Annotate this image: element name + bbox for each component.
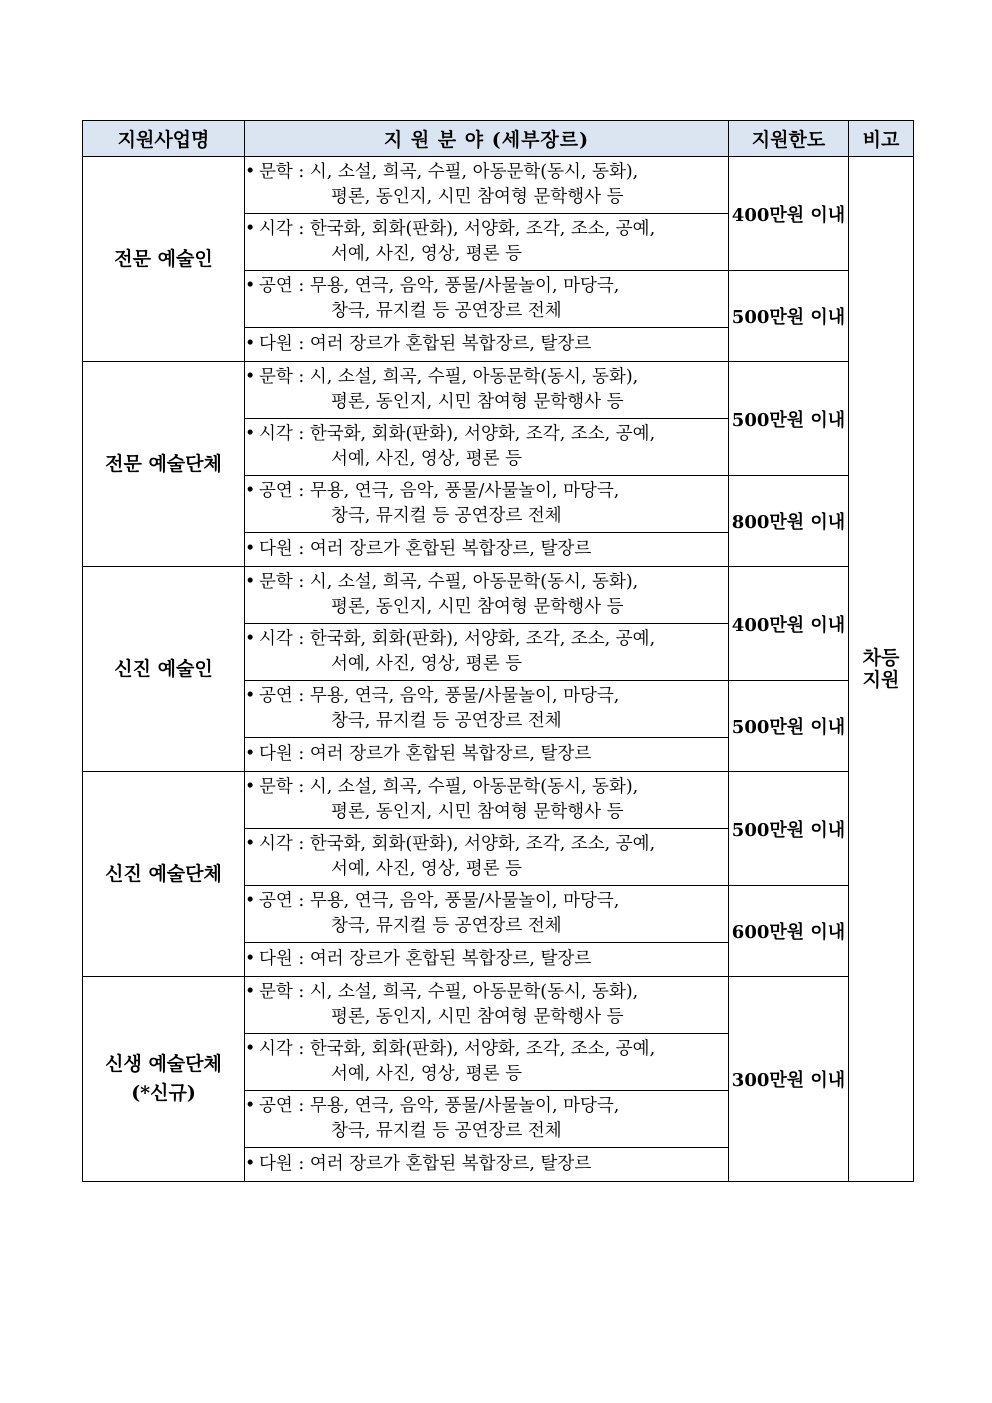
- support-field: [245, 567, 729, 624]
- table-row: [83, 362, 914, 419]
- support-limit: 400만원 이내: [729, 567, 849, 681]
- support-limit: 500만원 이내: [729, 271, 849, 362]
- bullet-icon: •: [245, 334, 256, 354]
- bullet-icon: •: [245, 424, 256, 444]
- bullet-icon: •: [245, 1039, 256, 1059]
- support-field: [245, 214, 729, 271]
- program-name: [83, 567, 245, 772]
- bullet-icon: •: [245, 1096, 256, 1116]
- bullet-icon: •: [245, 834, 256, 854]
- field-line: 다원 : 여러 장르가 혼합된 복합장르, 탈장르: [259, 744, 592, 764]
- field-line-continued: 창극, 뮤지컬 등 공연장르 전체: [331, 916, 562, 936]
- field-line-continued: 서예, 사진, 영상, 평론 등: [331, 244, 523, 264]
- support-field: [245, 157, 729, 214]
- table-row: [83, 977, 914, 1034]
- bullet-icon: •: [245, 539, 256, 559]
- support-field: [245, 362, 729, 419]
- bullet-icon: •: [245, 162, 256, 182]
- field-line: 다원 : 여러 장르가 혼합된 복합장르, 탈장르: [259, 949, 592, 969]
- table-row: [83, 567, 914, 624]
- bullet-icon: •: [245, 276, 256, 296]
- support-field: [245, 419, 729, 476]
- program-name: [83, 157, 245, 362]
- support-field: [245, 476, 729, 533]
- field-line-continued: 평론, 동인지, 시민 참여형 문학행사 등: [331, 187, 624, 207]
- program-name-line: 전문 예술인: [114, 247, 213, 270]
- header-field: 지 원 분 야 (세부장르): [245, 121, 729, 157]
- bullet-icon: •: [245, 686, 256, 706]
- field-line: 문학 : 시, 소설, 희곡, 수필, 아동문학(동시, 동화),: [259, 982, 639, 1002]
- support-field: [245, 328, 729, 362]
- program-name: [83, 772, 245, 977]
- bullet-icon: •: [245, 629, 256, 649]
- support-limit: 800만원 이내: [729, 476, 849, 567]
- support-field: [245, 886, 729, 943]
- support-limit: 500만원 이내: [729, 772, 849, 886]
- bullet-icon: •: [245, 744, 256, 764]
- field-line-continued: 평론, 동인지, 시민 참여형 문학행사 등: [331, 597, 624, 617]
- bullet-icon: •: [245, 481, 256, 501]
- support-field: [245, 943, 729, 977]
- program-name-line: 신진 예술인: [114, 657, 213, 680]
- field-line-continued: 서예, 사진, 영상, 평론 등: [331, 1064, 523, 1084]
- field-line: 공연 : 무용, 연극, 음악, 풍물/사물놀이, 마당극,: [259, 891, 620, 911]
- field-line: 공연 : 무용, 연극, 음악, 풍물/사물놀이, 마당극,: [259, 1096, 620, 1116]
- field-line: 다원 : 여러 장르가 혼합된 복합장르, 탈장르: [259, 334, 592, 354]
- support-field: [245, 533, 729, 567]
- field-line: 문학 : 시, 소설, 희곡, 수필, 아동문학(동시, 동화),: [259, 162, 639, 182]
- support-field: [245, 1148, 729, 1182]
- header-program: 지원사업명: [83, 121, 245, 157]
- support-field: [245, 271, 729, 328]
- bullet-icon: •: [245, 219, 256, 239]
- program-name-line: 전문 예술단체: [105, 452, 222, 475]
- table-body: [83, 157, 914, 1182]
- field-line: 공연 : 무용, 연극, 음악, 풍물/사물놀이, 마당극,: [259, 686, 620, 706]
- bullet-icon: •: [245, 777, 256, 797]
- support-limit: 500만원 이내: [729, 681, 849, 772]
- field-line-continued: 창극, 뮤지컬 등 공연장르 전체: [331, 301, 562, 321]
- header-row: [83, 121, 914, 157]
- program-name-line: 신생 예술단체: [105, 1053, 222, 1075]
- support-limit: 600만원 이내: [729, 886, 849, 977]
- support-program-table: [82, 120, 914, 1182]
- field-line: 다원 : 여러 장르가 혼합된 복합장르, 탈장르: [259, 539, 592, 559]
- note-line: 차등: [862, 647, 900, 669]
- field-line: 시각 : 한국화, 회화(판화), 서양화, 조각, 조소, 공예,: [259, 629, 656, 649]
- field-line-continued: 창극, 뮤지컬 등 공연장르 전체: [331, 1121, 562, 1141]
- field-line-continued: 서예, 사진, 영상, 평론 등: [331, 654, 523, 674]
- program-name-line: (*신규): [131, 1082, 196, 1104]
- support-field: [245, 829, 729, 886]
- table-row: [83, 157, 914, 214]
- field-line: 시각 : 한국화, 회화(판화), 서양화, 조각, 조소, 공예,: [259, 219, 656, 239]
- program-name: [83, 362, 245, 567]
- support-field: [245, 977, 729, 1034]
- table-row: [83, 772, 914, 829]
- field-line-continued: 서예, 사진, 영상, 평론 등: [331, 859, 523, 879]
- field-line-continued: 창극, 뮤지컬 등 공연장르 전체: [331, 506, 562, 526]
- field-line: 문학 : 시, 소설, 희곡, 수필, 아동문학(동시, 동화),: [259, 572, 639, 592]
- support-limit: 400만원 이내: [729, 157, 849, 271]
- field-line: 공연 : 무용, 연극, 음악, 풍물/사물놀이, 마당극,: [259, 276, 620, 296]
- bullet-icon: •: [245, 891, 256, 911]
- support-field: [245, 1034, 729, 1091]
- field-line-continued: 서예, 사진, 영상, 평론 등: [331, 449, 523, 469]
- field-line-continued: 평론, 동인지, 시민 참여형 문학행사 등: [331, 802, 624, 822]
- support-limit: 500만원 이내: [729, 362, 849, 476]
- support-field: [245, 681, 729, 738]
- field-line: 시각 : 한국화, 회화(판화), 서양화, 조각, 조소, 공예,: [259, 424, 656, 444]
- bullet-icon: •: [245, 367, 256, 387]
- field-line-continued: 평론, 동인지, 시민 참여형 문학행사 등: [331, 392, 624, 412]
- field-line: 시각 : 한국화, 회화(판화), 서양화, 조각, 조소, 공예,: [259, 834, 656, 854]
- bullet-icon: •: [245, 949, 256, 969]
- field-line: 다원 : 여러 장르가 혼합된 복합장르, 탈장르: [259, 1154, 592, 1174]
- support-field: [245, 738, 729, 772]
- field-line: 문학 : 시, 소설, 희곡, 수필, 아동문학(동시, 동화),: [259, 367, 639, 387]
- support-field: [245, 772, 729, 829]
- field-line: 시각 : 한국화, 회화(판화), 서양화, 조각, 조소, 공예,: [259, 1039, 656, 1059]
- bullet-icon: •: [245, 982, 256, 1002]
- bullet-icon: •: [245, 1154, 256, 1174]
- support-field: [245, 1091, 729, 1148]
- header-note: 비고: [849, 121, 914, 157]
- field-line: 문학 : 시, 소설, 희곡, 수필, 아동문학(동시, 동화),: [259, 777, 639, 797]
- program-name: [83, 977, 245, 1182]
- field-line: 공연 : 무용, 연극, 음악, 풍물/사물놀이, 마당극,: [259, 481, 620, 501]
- program-name-line: 신진 예술단체: [105, 862, 222, 885]
- support-field: [245, 624, 729, 681]
- note-line: 지원: [862, 669, 900, 691]
- header-limit: 지원한도: [729, 121, 849, 157]
- note-cell: [849, 157, 914, 1182]
- field-line-continued: 창극, 뮤지컬 등 공연장르 전체: [331, 711, 562, 731]
- field-line-continued: 평론, 동인지, 시민 참여형 문학행사 등: [331, 1007, 624, 1027]
- support-limit: 300만원 이내: [729, 977, 849, 1182]
- bullet-icon: •: [245, 572, 256, 592]
